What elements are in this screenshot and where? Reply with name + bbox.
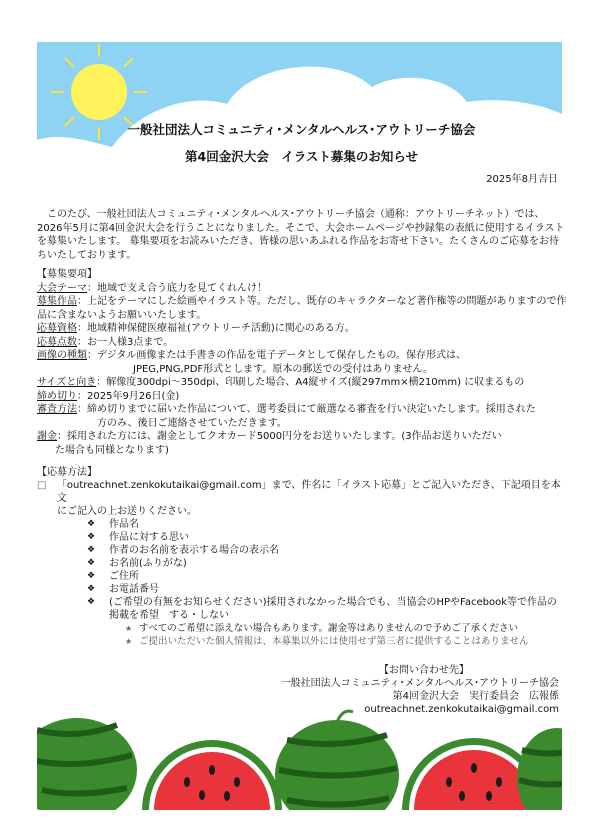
eligibility-text: ：地域精神保健医療福祉(アウトリーチ活動)に関心のある方。: [77, 323, 355, 334]
star-icon: ★: [125, 637, 133, 646]
list-item: [87, 557, 567, 570]
list-item: [87, 544, 567, 557]
works-label: 募集作品: [37, 296, 77, 307]
watermelon-icon: [517, 728, 562, 810]
contact-email: outreachnet.zenkokutaikai@gmail.com: [364, 704, 559, 715]
review-row: [37, 403, 567, 417]
reward-text-cont: た場合も同様となります): [55, 444, 169, 456]
methods-section: [37, 466, 567, 648]
diamond-bullet-icon: ❖: [87, 584, 96, 594]
instruction-row: [37, 479, 567, 505]
review-text: ：締め切りまでに届いた作品について、選考委員にて厳選なる審査を行い決定いたします。採用された: [77, 404, 536, 415]
diamond-bullet-icon: ❖: [87, 558, 96, 568]
list-item: [87, 518, 567, 531]
image-label: 画像の種類: [37, 350, 87, 361]
review-text-cont: 方のみ、後日ご連絡させていただきます。: [97, 417, 287, 429]
contact-heading: 【お問い合わせ先】: [379, 665, 469, 676]
list-item-text: 作品に対する思い: [109, 532, 189, 543]
watermelon-icon: [37, 718, 137, 810]
eligibility-row: [37, 322, 567, 336]
reward-row: [37, 430, 567, 444]
list-item-text: お電話番号: [109, 584, 159, 595]
deadline-text: ：2025年9月26日(金): [77, 390, 180, 402]
star-icon: ★: [125, 624, 133, 633]
header-illustration: [37, 42, 562, 192]
list-item-text: 作者のお名前を表示する場合の表示名: [109, 545, 279, 556]
intro-paragraph: このたび、一般社団法人コミュニティ･メンタルヘルス･アウトリーチ協会（通称：アウトリーチネット）では、2026年5月に第4回金沢大会を行うことになりました。そこで、大会ホームページや抄録集の表紙に使用するイラストを募集いたします。 募集要項をお読みいただき、皆様の思いあふれる作品をお寄せ下さい。たくさんのご応募をお待ちいたしております。: [37, 209, 565, 261]
list-item: [87, 583, 567, 596]
event-title: 第4回金沢大会 イラスト募集のお知らせ: [185, 149, 418, 164]
diamond-bullet-icon: ❖: [87, 532, 96, 542]
methods-heading: 【応募方法】: [37, 467, 97, 478]
list-item: [87, 531, 567, 544]
list-item-text: (ご希望の有無をお知らせください)採用されなかった場合でも、当協会のHPやFacebook等で作品の: [109, 597, 558, 608]
contact-org: 一般社団法人コミュニティ･メンタルヘルス･アウトリーチ協会: [280, 678, 559, 689]
note-row: [37, 622, 567, 635]
watermelon-icon: [142, 740, 282, 810]
diamond-bullet-icon: ❖: [87, 597, 96, 607]
diamond-bullet-icon: ❖: [87, 545, 96, 555]
theme-text: ：地域で支え合う底力を見てくれんけ！: [87, 282, 267, 294]
note-row: [37, 635, 567, 648]
theme-label: 大会テーマ: [37, 282, 87, 294]
note-text: ご提出いただいた個人情報は、本募集以外には使用せず第三者に提供することはありません: [139, 636, 529, 647]
size-row: [37, 376, 567, 390]
list-item-text: ご住所: [109, 571, 139, 582]
eligibility-label: 応募資格: [37, 323, 77, 334]
instruction-text: 「outreachnet.zenkokutaikai@gmail.com」まで、件名に「イラスト応募」とご記入いただき、下記項目を本文: [56, 480, 561, 504]
contact-dept: 第4回金沢大会 実行委員会 広報係: [392, 691, 559, 702]
instruction-text-cont: にご記入の上お送りください。: [57, 506, 197, 517]
image-text: ：デジタル画像または手書きの作品を電子データとして保存したもの。保存形式は、: [87, 350, 466, 361]
requirements-section: [37, 268, 567, 457]
list-item-text: お名前(ふりがな): [109, 558, 187, 569]
review-label: 審査方法: [37, 404, 77, 415]
issue-date: 2025年8月吉日: [486, 174, 558, 185]
deadline-row: [37, 390, 567, 404]
count-label: 応募点数: [37, 336, 77, 348]
contact-block: [281, 664, 559, 716]
reward-text: ：採用された方には、謝金としてクオカード5000円分をお送りいたします。(3作品お送りいただい: [57, 431, 502, 442]
reward-label: 謝金: [37, 431, 57, 442]
size-text: ：解像度300dpi～350dpi、印刷した場合、A4縦サイズ(縦297mm×横210mm) に収まるもの: [96, 377, 525, 388]
deadline-label: 締め切り: [37, 390, 77, 402]
count-text: ：お一人様3点まで。: [77, 336, 174, 348]
image-row: [37, 349, 567, 363]
item-list: [37, 518, 567, 622]
size-label: サイズと向き: [37, 377, 97, 388]
watermelon-icon: [275, 711, 399, 810]
org-title: 一般社団法人コミュニティ･メンタルヘルス･アウトリーチ協会: [127, 122, 476, 137]
count-row: [37, 336, 567, 350]
checkbox-glyph: □: [37, 480, 47, 491]
diamond-bullet-icon: ❖: [87, 571, 96, 581]
list-item-text: 作品名: [109, 519, 139, 530]
works-text: ：上記をテーマにした絵画やイラスト等。ただし、既存のキャラクターなど著作権等の問題がありますので作品に含まないようお願いいたします。: [37, 296, 567, 321]
works-row: [37, 295, 567, 322]
note-text: すべてのご希望に添えない場合もあります。謝金等はありませんので予めご了承ください: [139, 623, 519, 634]
theme-row: [37, 282, 567, 296]
list-item: [87, 596, 567, 609]
list-item: [87, 570, 567, 583]
requirements-heading: 【募集要項】: [37, 269, 97, 280]
diamond-bullet-icon: ❖: [87, 519, 96, 529]
hope-text-cont: 掲載を希望 する・しない: [109, 610, 229, 621]
image-text-cont: JPEG,PNG,PDF形式とします。原本の郵送での受付はありません。: [133, 363, 433, 375]
